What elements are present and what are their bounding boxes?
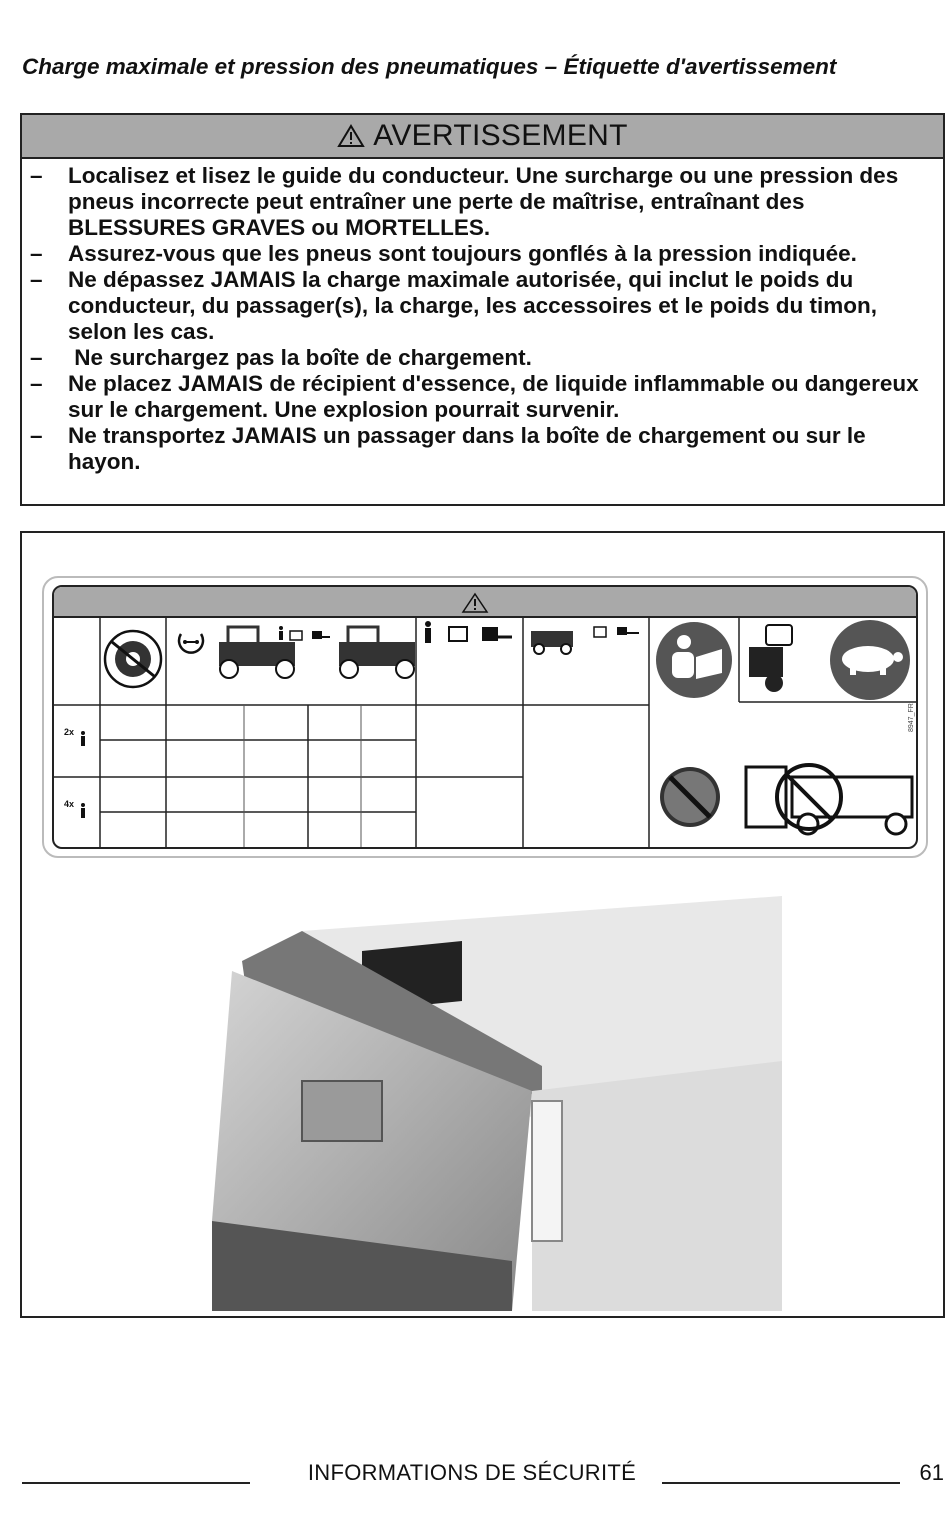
list-dash: – bbox=[30, 163, 43, 188]
warning-item bbox=[30, 241, 935, 267]
warning-box bbox=[20, 113, 945, 506]
vehicle-icon bbox=[531, 631, 573, 654]
cargo-icon bbox=[749, 625, 792, 692]
list-dash: – bbox=[30, 371, 43, 396]
warning-item bbox=[30, 371, 935, 423]
person-icon bbox=[279, 626, 283, 640]
cargo-icon bbox=[290, 631, 302, 640]
list-dash: – bbox=[30, 423, 43, 448]
cargo-icon bbox=[594, 627, 606, 637]
list-dash: – bbox=[30, 267, 43, 292]
warning-item bbox=[30, 267, 935, 345]
cargo-icon bbox=[449, 627, 467, 641]
turtle-icon bbox=[830, 620, 910, 700]
warning-item-text: Ne transportez JAMAIS un passager dans la boîte de chargement ou sur le hayon. bbox=[68, 423, 866, 474]
vehicle-rear-illustration bbox=[212, 891, 812, 1311]
page-footer bbox=[22, 1458, 944, 1488]
warning-title: AVERTISSEMENT bbox=[373, 119, 628, 152]
warning-item-text: Ne placez JAMAIS de récipient d'essence, de liquide inflammable ou dangereux sur le chargement. Une explosion pourrait survenir. bbox=[68, 371, 919, 422]
trailer-hitch-icon bbox=[482, 627, 512, 641]
figure-box bbox=[20, 531, 945, 1318]
row-label-4x: 4x bbox=[64, 799, 75, 809]
person-icon bbox=[425, 621, 431, 643]
warning-item bbox=[30, 163, 935, 241]
warning-item-text: Localisez et lisez le guide du conducteur. Une surcharge ou une pression des pneus incorrecte peut entraîner une perte de maîtrise, entraînant des BLESSURES GRAVES ou MORTELLES. bbox=[68, 163, 899, 240]
warning-item-text: Ne dépassez JAMAIS la charge maximale autorisée, qui inclut le poids du conducteur, du passager(s), la charge, les accessoires et le poids du timon, selon les cas. bbox=[68, 267, 878, 344]
page-number: 61 bbox=[919, 1460, 944, 1485]
person-icon bbox=[81, 803, 85, 818]
person-icon bbox=[81, 731, 85, 746]
trailer-hitch-icon bbox=[312, 631, 330, 639]
warning-item bbox=[30, 423, 935, 475]
warning-item bbox=[30, 345, 935, 371]
trailer-hitch-icon bbox=[617, 627, 639, 635]
vehicle-icon bbox=[339, 627, 415, 678]
vehicle-icon bbox=[219, 627, 295, 678]
steering-wheel-icon bbox=[105, 631, 161, 687]
label-code: 8947_FR bbox=[908, 703, 915, 732]
warning-item-text: Ne surchargez pas la boîte de chargement. bbox=[68, 345, 532, 370]
list-dash: – bbox=[30, 345, 43, 370]
list-dash: – bbox=[30, 241, 43, 266]
row-label-2x: 2x bbox=[64, 727, 75, 737]
section-title: Charge maximale et pression des pneumatiques – Étiquette d'avertissement bbox=[22, 54, 837, 79]
footer-rule-right bbox=[662, 1482, 900, 1484]
label-graphic bbox=[54, 587, 918, 849]
warning-triangle-icon bbox=[337, 124, 365, 148]
label-panel bbox=[52, 585, 918, 849]
no-passenger-icon bbox=[660, 767, 720, 827]
tire-pressure-icon bbox=[179, 634, 203, 653]
warning-label-sticker bbox=[42, 576, 928, 858]
no-fuel-can-icon bbox=[746, 765, 912, 834]
footer-title: INFORMATIONS DE SÉCURITÉ bbox=[307, 1460, 637, 1485]
warning-header bbox=[22, 115, 943, 159]
warning-list bbox=[22, 159, 943, 475]
read-manual-icon bbox=[656, 622, 732, 698]
warning-item-text: Assurez-vous que les pneus sont toujours gonflés à la pression indiquée. bbox=[68, 241, 857, 266]
